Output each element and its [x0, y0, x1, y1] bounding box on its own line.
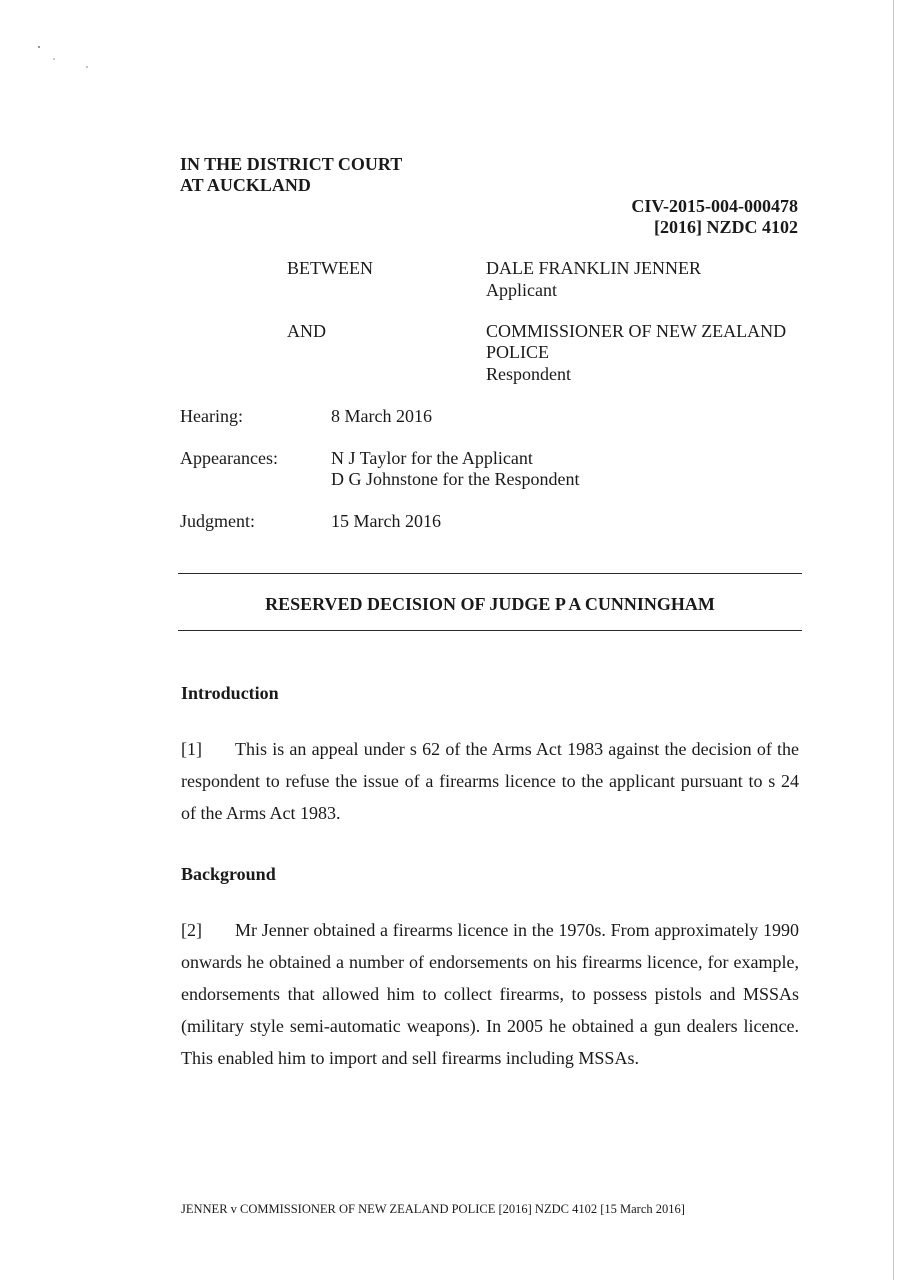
scan-speck — [53, 58, 55, 60]
appearances-label: Appearances: — [180, 448, 278, 468]
scan-speck — [86, 66, 88, 68]
paragraph-1-text: This is an appeal under s 62 of the Arms Act 1983 against the decision of the respondent to refuse the issue of a firearms licence to the applicant pursuant to s 24 of the Arms Act 1983. — [181, 739, 799, 823]
title-rule-bottom — [178, 630, 802, 631]
court-location: AT AUCKLAND — [180, 175, 311, 195]
decision-title: RESERVED DECISION OF JUDGE P A CUNNINGHAM — [265, 594, 715, 614]
hearing-label: Hearing: — [180, 406, 243, 426]
paragraph-1 — [181, 733, 799, 829]
judgment-date: 15 March 2016 — [331, 511, 441, 531]
scan-speck — [38, 46, 40, 48]
paragraph-2-text: Mr Jenner obtained a firearms licence in the 1970s. From approximately 1990 onwards he obtained a number of endorsements on his firearms licence, for example, endorsements that allowed him to collect firearms, to possess pistols and MSSAs (military style semi-automatic weapons). In 2005 he obtained a gun dealers licence. This enabled him to import and sell firearms including MSSAs. — [181, 920, 799, 1068]
title-rule-top — [178, 573, 802, 574]
court-name: IN THE DISTRICT COURT — [180, 154, 403, 174]
scan-page-edge — [893, 0, 894, 1280]
appearance-respondent: D G Johnstone for the Respondent — [331, 469, 580, 489]
page-footer: JENNER v COMMISSIONER OF NEW ZEALAND POLICE [2016] NZDC 4102 [15 March 2016] — [181, 1202, 685, 1216]
background-heading: Background — [181, 864, 276, 884]
and-label: AND — [287, 321, 326, 341]
appearance-applicant: N J Taylor for the Applicant — [331, 448, 533, 468]
paragraph-2 — [181, 914, 799, 1074]
applicant-name: DALE FRANKLIN JENNER — [486, 258, 701, 278]
applicant-role: Applicant — [486, 280, 557, 300]
case-citation: [2016] NZDC 4102 — [654, 217, 798, 237]
hearing-date: 8 March 2016 — [331, 406, 432, 426]
respondent-name-line1: COMMISSIONER OF NEW ZEALAND — [486, 321, 787, 341]
judgment-label: Judgment: — [180, 511, 255, 531]
respondent-role: Respondent — [486, 364, 571, 384]
case-number: CIV-2015-004-000478 — [631, 196, 798, 216]
respondent-name-line2: POLICE — [486, 342, 549, 362]
paragraph-2-number: [2] — [181, 920, 202, 940]
introduction-heading: Introduction — [181, 683, 279, 703]
paragraph-1-number: [1] — [181, 739, 202, 759]
between-label: BETWEEN — [287, 258, 373, 278]
